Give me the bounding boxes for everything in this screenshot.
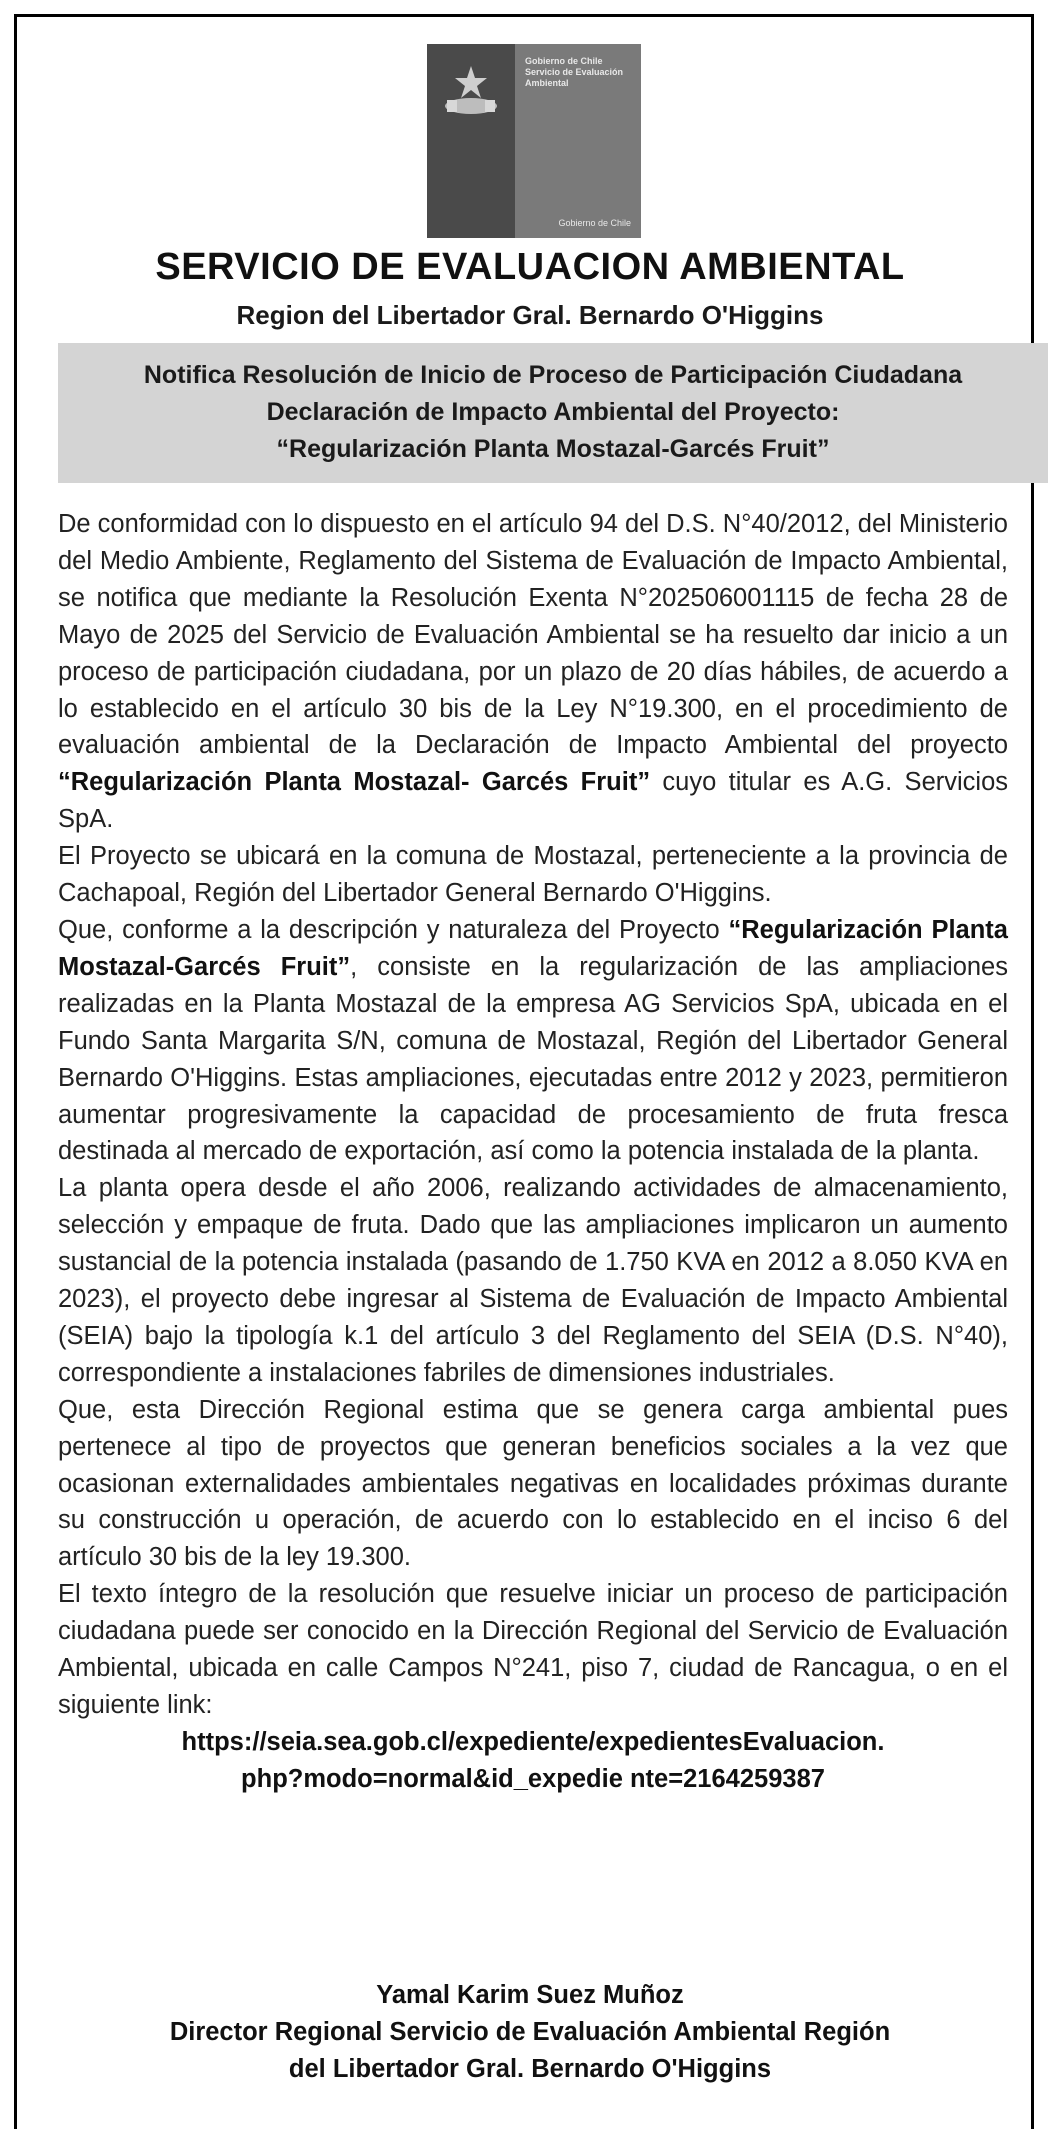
notice-body (58, 506, 1008, 1798)
signature-block (0, 1977, 1060, 2088)
paragraph-1 (58, 506, 1008, 838)
region-subtitle: Region del Libertador Gral. Bernardo O'Higgins (236, 300, 824, 330)
paragraph-3-text-a: Que, conforme a la descripción y naturaleza del Proyecto (58, 915, 729, 944)
paragraph-1-project-name: “Regularización Planta Mostazal- Garcés Fruit” (58, 768, 651, 797)
logo-line-2: Servicio de Evaluación Ambiental (525, 67, 624, 88)
paragraph-3-text-c: , consiste en la regularización de las ampliaciones realizadas en la Planta Mostazal de la empresa AG Servicios SpA, ubicada en el Fundo Santa Margarita S/N, comuna de Mostazal, Región del Libertador General Bernardo O'Higgins. Estas ampliaciones, ejecutadas entre 2012 y 2023, permitieron aumentar progresivamente la capacidad de procesamiento de fruta fresca destinada al mercado de exportación, así como la potencia instalada de la planta. (58, 952, 1008, 1166)
paragraph-3 (58, 912, 1008, 1170)
paragraph-6: El texto íntegro de la resolución que resuelve iniciar un proceso de participación ciudadana puede ser conocido en la Dirección Regional del Servicio de Evaluación Ambiental, ubicada en calle Campos N°241, piso 7, ciudad de Rancagua, o en el siguiente link: (58, 1580, 1008, 1719)
paragraph-1-text-a: De conformidad con lo dispuesto en el artículo 94 del D.S. N°40/2012, del Ministerio del Medio Ambiente, Reglamento del Sistema de Evaluación de Impacto Ambiental, se notifica que mediante la Resolución Exenta N°202506001115 de fecha 28 de Mayo de 2025 del Servicio de Evaluación Ambiental se ha resuelto dar inicio a un proceso de participación ciudadana, por un plazo de 20 días hábiles, de acuerdo a lo establecido en el artículo 30 bis de la Ley N°19.300, en el procedimiento de evaluación ambiental de la Declaración de Impacto Ambiental del proyecto (58, 510, 1008, 760)
paragraph-4: La planta opera desde el año 2006, realizando actividades de almacenamiento, selección y empaque de fruta. Dado que las ampliaciones implicaron un aumento sustancial de la potencia instalada (pasando de 1.750 KVA en 2012 a 8.050 KVA en 2023), el proyecto debe ingresar al Sistema de Evaluación de Impacto Ambiental (SEIA) bajo la tipología k.1 del artículo 3 del Reglamento del SEIA (D.S. N°40), correspondiente a instalaciones fabriles de dimensiones industriales. (58, 1174, 1008, 1387)
sea-logo (427, 44, 641, 238)
page-title: SERVICIO DE EVALUACION AMBIENTAL (155, 246, 905, 288)
notice-line-1: Notifica Resolución de Inicio de Proceso de Participación Ciudadana (143, 361, 963, 389)
paragraph-5: Que, esta Dirección Regional estima que se genera carga ambiental pues pertenece al tipo de proyectos que generan beneficios sociales a la vez que ocasionan externalidades ambientales negativas en localidades próximas durante su construcción u operación, de acuerdo con lo establecido en el inciso 6 del artículo 30 bis de la ley 19.300. (58, 1395, 1008, 1572)
notice-banner (58, 343, 1048, 483)
signatory-title-line-1: Director Regional Servicio de Evaluación Ambiental Región (169, 2017, 891, 2046)
signatory-name: Yamal Karim Suez Muñoz (376, 1981, 684, 2009)
logo-footer: Gobierno de Chile (558, 218, 631, 228)
logo-text-panel (515, 44, 641, 238)
link-line-2: php?modo=normal&id_expedie nte=2164259387 (241, 1764, 825, 1793)
link-line-1: https://seia.sea.gob.cl/expediente/expedientesEvaluacion. (181, 1727, 885, 1756)
logo-emblem-panel (427, 44, 515, 238)
notice-line-2: Declaración de Impacto Ambiental del Proyecto: (266, 398, 840, 426)
signatory-title-line-2: del Libertador Gral. Bernardo O'Higgins (288, 2054, 772, 2083)
logo-line-1: Gobierno de Chile (525, 56, 603, 66)
paragraph-2: El Proyecto se ubicará en la comuna de Mostazal, perteneciente a la provincia de Cachapoal, Región del Libertador General Bernardo O'Higgins. (58, 842, 1008, 908)
notice-line-3: “Regularización Planta Mostazal-Garcés Fruit” (276, 435, 830, 463)
coat-of-arms-icon (439, 62, 503, 118)
paragraph-1-text-c: cuyo titular es A.G. Servicios SpA. (58, 768, 1009, 834)
expedient-link[interactable] (58, 1724, 1008, 1798)
paragraph-3-project-name: “Regularización Planta Mostazal-Garcés Fruit” (58, 915, 1008, 981)
